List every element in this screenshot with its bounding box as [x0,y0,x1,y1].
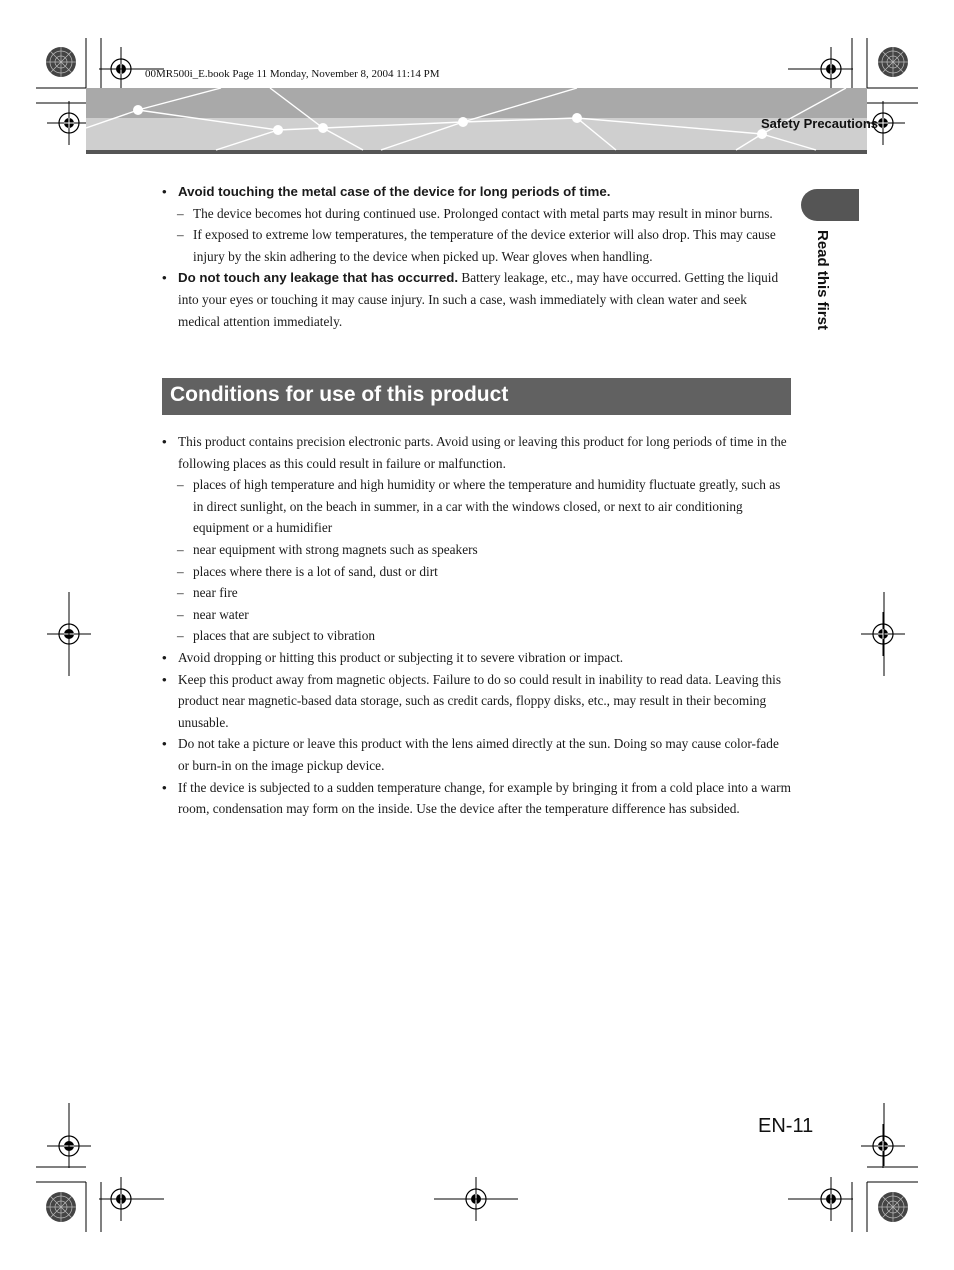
side-tab-marker [801,189,859,221]
header-banner [86,88,867,154]
section-heading: Conditions for use of this product [170,383,509,406]
section-heading-bar [162,378,791,415]
item-heading: Avoid touching the metal case of the device for long periods of time. [178,184,611,199]
section-title: Safety Precautions [760,116,878,131]
list-item: • Avoid dropping or hitting this product or subjecting it to severe vibration or impact. [162,647,792,669]
sub-item: – places of high temperature and high humidity or where the temperature and humidity fluctuate greatly, such as in direct sunlight, on the beach in summer, in a car with the windows closed, or next to air conditioning equipment or a humidifier [162,474,792,539]
sub-item: – places that are subject to vibration [162,625,792,647]
sub-item: – near equipment with strong magnets such as speakers [162,539,792,561]
sub-item: – places where there is a lot of sand, dust or dirt [162,561,792,583]
list-item [162,267,792,332]
print-header: 00MR500i_E.book Page 11 Monday, November 8, 2004 11:14 PM [145,68,440,80]
page-number: EN-11 [758,1115,814,1137]
safety-list [162,181,792,332]
list-item: • Keep this product away from magnetic objects. Failure to do so could result in inability to read data. Leaving this product near magnetic-based data storage, such as credit cards, floppy disks, etc., may result in their becoming unusable. [162,669,792,734]
sub-item: – near fire [162,582,792,604]
side-tab-label: Read this first [814,230,831,331]
sub-item: – The device becomes hot during continued use. Prolonged contact with metal parts may result in minor burns. [162,203,792,225]
item-text: This product contains precision electronic parts. Avoid using or leaving this product for long periods of time in the following places as this could result in failure or malfunction. [178,434,787,471]
item-heading: Do not touch any leakage that has occurred. [178,270,459,286]
list-item [162,431,792,647]
list-item [162,181,792,267]
list-item: • If the device is subjected to a sudden temperature change, for example by bringing it from a cold place into a warm room, condensation may form on the inside. Use the device after the temperature difference has subsided. [162,777,792,820]
conditions-list [162,431,792,820]
sub-item: – near water [162,604,792,626]
list-item: • Do not take a picture or leave this product with the lens aimed directly at the sun. Doing so may cause color-fade or burn-in on the image pickup device. [162,733,792,776]
sub-item: – If exposed to extreme low temperatures, the temperature of the device exterior will also drop. This may cause injury by the skin adhering to the device when picked up. Wear gloves when handling. [162,224,792,267]
item-text: Battery leakage, etc., may have occurred. Getting the liquid into your eyes or touching it may cause injury. In such a case, wash immediately with clean water and seek medical attention immediately. [178,270,779,329]
